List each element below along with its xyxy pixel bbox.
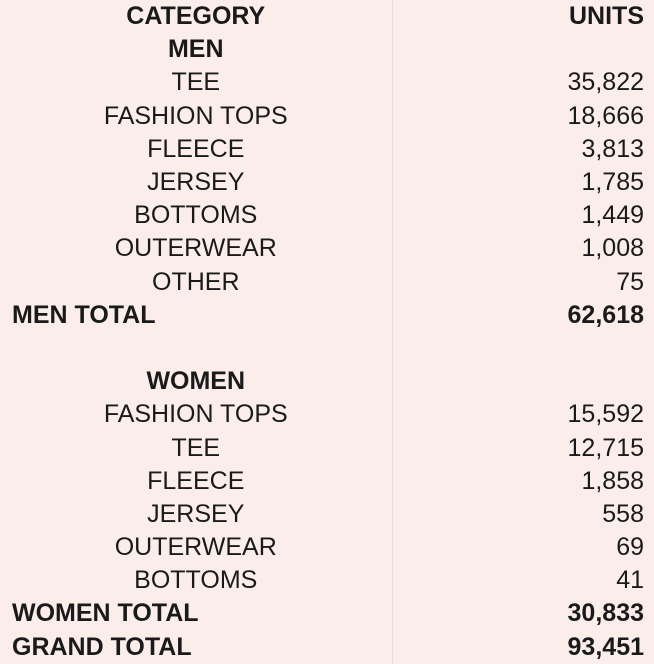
row-label-men-tee: TEE: [0, 66, 392, 99]
row-label-women-jersey: JERSEY: [0, 498, 392, 531]
table-header-row: [0, 0, 654, 33]
table-row-total: [0, 299, 654, 332]
table-row: [0, 133, 654, 166]
row-units-grand-total: 93,451: [392, 631, 654, 664]
row-label-men-jersey: JERSEY: [0, 166, 392, 199]
row-label-women-outerwear: OUTERWEAR: [0, 531, 392, 564]
row-units-men-total: 62,618: [392, 299, 654, 332]
row-units-men-fashion-tops: 18,666: [392, 100, 654, 133]
row-label-women-fleece: FLEECE: [0, 465, 392, 498]
row-units-men-outerwear: 1,008: [392, 232, 654, 265]
table-row: [0, 232, 654, 265]
table-row: [0, 100, 654, 133]
row-units-women-fleece: 1,858: [392, 465, 654, 498]
table-row-grand-total: [0, 631, 654, 664]
column-header-units: UNITS: [392, 0, 654, 33]
row-units-women-jersey: 558: [392, 498, 654, 531]
table-row: [0, 266, 654, 299]
row-label-women-total: WOMEN TOTAL: [0, 597, 392, 630]
row-label-grand-total: GRAND TOTAL: [0, 631, 392, 664]
row-label-men-outerwear: OUTERWEAR: [0, 232, 392, 265]
table-row-total: [0, 597, 654, 630]
row-label-women-fashion-tops: FASHION TOPS: [0, 398, 392, 431]
row-units-women-tee: 12,715: [392, 431, 654, 464]
table-row-spacer: [0, 332, 654, 365]
row-units-women-fashion-tops: 15,592: [392, 398, 654, 431]
row-units-men-fleece: 3,813: [392, 133, 654, 166]
table-row: [0, 465, 654, 498]
row-label-men-other: OTHER: [0, 266, 392, 299]
group-label-women: WOMEN: [0, 365, 392, 398]
table-row: [0, 33, 654, 66]
row-units-men-bottoms: 1,449: [392, 199, 654, 232]
row-units-men-tee: 35,822: [392, 66, 654, 99]
row-label-men-fleece: FLEECE: [0, 133, 392, 166]
table-row: [0, 431, 654, 464]
group-units-women: [392, 365, 654, 398]
row-label-men-total: MEN TOTAL: [0, 299, 392, 332]
row-label-women-bottoms: BOTTOMS: [0, 564, 392, 597]
row-label-women-tee: TEE: [0, 431, 392, 464]
row-units-men-other: 75: [392, 266, 654, 299]
row-label-men-bottoms: BOTTOMS: [0, 199, 392, 232]
table-row: [0, 166, 654, 199]
row-units-spacer: [392, 332, 654, 365]
row-label-spacer: [0, 332, 392, 365]
table-row: [0, 531, 654, 564]
row-label-men-fashion-tops: FASHION TOPS: [0, 100, 392, 133]
row-units-men-jersey: 1,785: [392, 166, 654, 199]
row-units-women-outerwear: 69: [392, 531, 654, 564]
table-row: [0, 498, 654, 531]
table-row: [0, 564, 654, 597]
group-label-men: MEN: [0, 33, 392, 66]
row-units-women-total: 30,833: [392, 597, 654, 630]
row-units-women-bottoms: 41: [392, 564, 654, 597]
table-row: [0, 365, 654, 398]
group-units-men: [392, 33, 654, 66]
table-row: [0, 398, 654, 431]
table-row: [0, 66, 654, 99]
column-header-category: CATEGORY: [0, 0, 392, 33]
table-row: [0, 199, 654, 232]
